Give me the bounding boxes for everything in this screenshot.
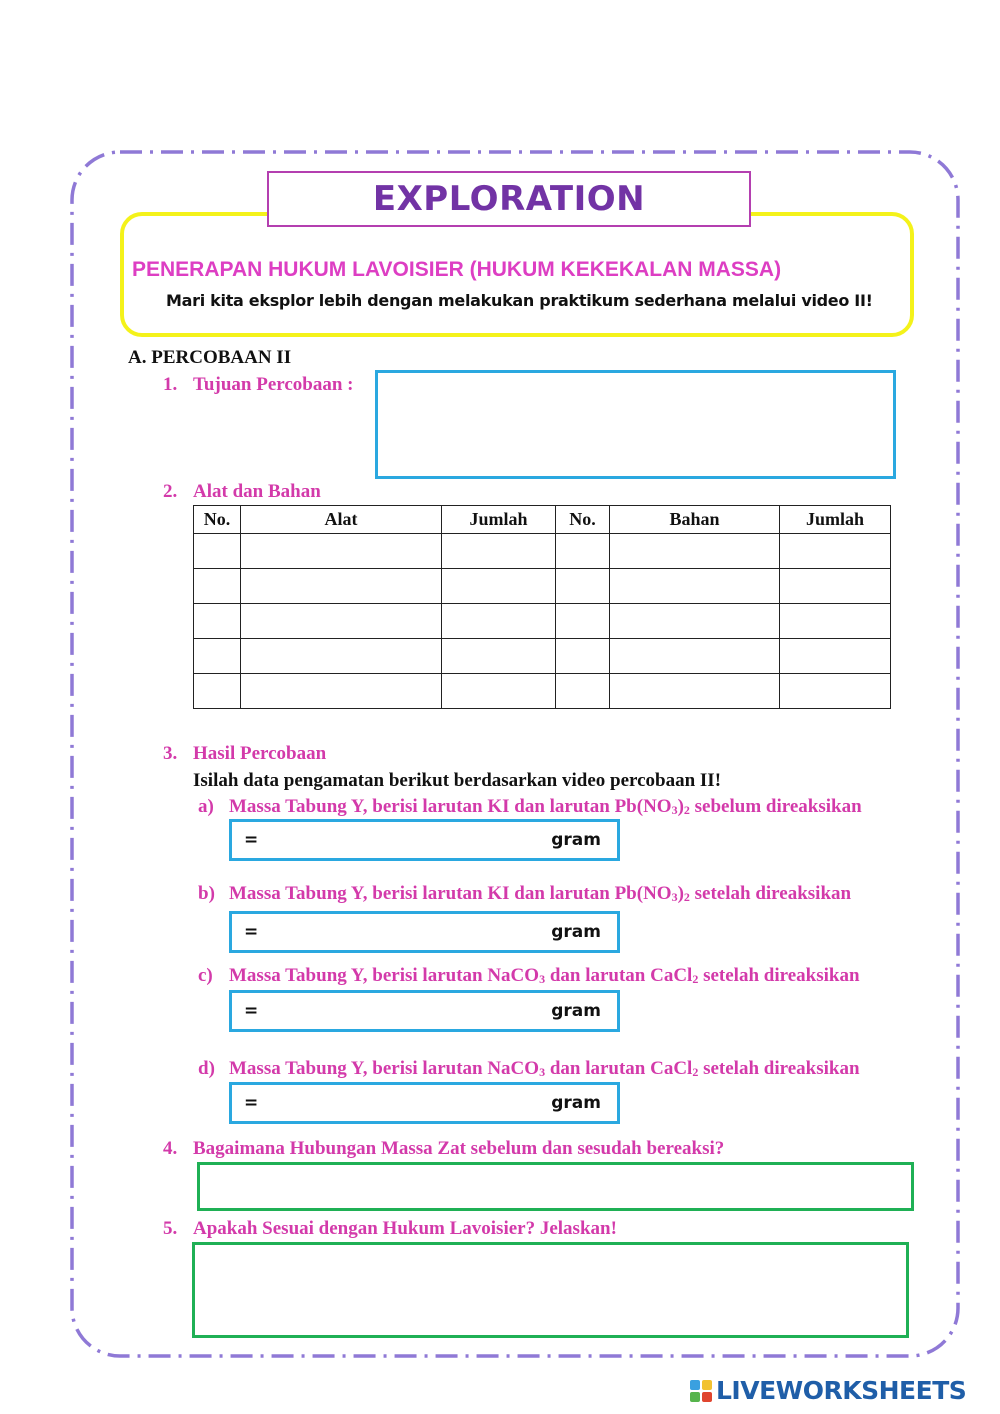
q1-number: 1. [163,374,178,395]
table-cell[interactable] [194,569,241,604]
q2-label: Alat dan Bahan [193,481,321,502]
page-title: EXPLORATION [372,179,646,219]
q2-number: 2. [163,481,178,502]
table-cell[interactable] [610,534,780,569]
unit-label: gram [551,922,601,942]
table-cell[interactable] [194,534,241,569]
column-header: No. [194,506,241,534]
table-row [194,639,891,674]
table-row [194,604,891,639]
column-header: Bahan [610,506,780,534]
table-cell[interactable] [241,639,442,674]
table-cell[interactable] [556,569,610,604]
intro-text: Mari kita eksplor lebih dengan melakukan praktikum sederhana melalui video II! [166,291,873,310]
table-header-row [194,506,891,534]
table-cell[interactable] [780,674,891,709]
table-cell[interactable] [556,639,610,674]
table-cell[interactable] [442,674,556,709]
brand-name: LIVEWORKSHEETS [716,1376,967,1405]
item-c-letter: c) [198,965,213,986]
table-cell[interactable] [241,604,442,639]
table-cell[interactable] [241,569,442,604]
table-cell[interactable] [780,604,891,639]
table-cell[interactable] [241,534,442,569]
column-header: Jumlah [780,506,891,534]
item-b-label: Massa Tabung Y, berisi larutan KI dan larutan $Pb(NO_3)_2$ setelah direaksikan [229,883,852,904]
table-cell[interactable] [556,534,610,569]
unit-label: gram [551,1093,601,1113]
item-d-letter: d) [198,1058,215,1079]
lavoisier-answer-box[interactable] [192,1242,909,1338]
table-cell[interactable] [194,639,241,674]
q5-number: 5. [163,1218,178,1239]
item-a-label: Massa Tabung Y, berisi larutan KI dan larutan $Pb(NO_3)_2$ sebelum direaksikan [229,796,862,817]
item-a-letter: a) [198,796,214,817]
q3-instruction: Isilah data pengamatan berikut berdasarkan video percobaan II! [193,770,722,791]
table-cell[interactable] [780,639,891,674]
subtitle: PENERAPAN HUKUM LAVOISIER (HUKUM KEKEKALAN MASSA) [132,258,782,281]
unit-label: gram [551,830,601,850]
q3-number: 3. [163,743,178,764]
table-row [194,569,891,604]
table-cell[interactable] [194,604,241,639]
title-box [267,171,751,227]
table-cell[interactable] [241,674,442,709]
q4-label: Bagaimana Hubungan Massa Zat sebelum dan sesudah bereaksi? [193,1138,725,1159]
item-c-label: Massa Tabung Y, berisi larutan NaCO$_3$ dan larutan CaCl$_2$ setelah direaksikan [229,965,860,986]
unit-label: gram [551,1001,601,1021]
table-cell[interactable] [442,569,556,604]
table-cell[interactable] [442,604,556,639]
tujuan-answer-box[interactable] [375,370,896,479]
column-header: No. [556,506,610,534]
table-cell[interactable] [556,674,610,709]
table-cell[interactable] [442,639,556,674]
table-cell[interactable] [610,639,780,674]
q1-label: Tujuan Percobaan : [193,374,354,395]
equals-sign: = [244,922,259,942]
mass-c-input[interactable] [229,990,620,1032]
table-cell[interactable] [610,569,780,604]
table-cell[interactable] [610,604,780,639]
alat-bahan-table [193,505,891,709]
mass-b-input[interactable] [229,911,620,953]
logo-mark-icon [690,1380,712,1402]
equals-sign: = [244,830,259,850]
equals-sign: = [244,1001,259,1021]
table-cell[interactable] [442,534,556,569]
table-cell[interactable] [194,674,241,709]
q3-label: Hasil Percobaan [193,743,327,764]
table-row [194,534,891,569]
equals-sign: = [244,1093,259,1113]
table-cell[interactable] [780,569,891,604]
table-cell[interactable] [610,674,780,709]
liveworksheets-logo[interactable] [690,1376,966,1405]
mass-d-input[interactable] [229,1082,620,1124]
section-heading: A. PERCOBAAN II [128,347,292,368]
q5-label: Apakah Sesuai dengan Hukum Lavoisier? Jelaskan! [193,1218,617,1239]
item-d-label: Massa Tabung Y, berisi larutan NaCO$_3$ dan larutan CaCl$_2$ setelah direaksikan [229,1058,860,1079]
column-header: Alat [241,506,442,534]
mass-a-input[interactable] [229,819,620,861]
table-cell[interactable] [780,534,891,569]
column-header: Jumlah [442,506,556,534]
table-row [194,674,891,709]
table-cell[interactable] [556,604,610,639]
q4-number: 4. [163,1138,178,1159]
hubungan-answer-box[interactable] [197,1162,914,1211]
item-b-letter: b) [198,883,215,904]
